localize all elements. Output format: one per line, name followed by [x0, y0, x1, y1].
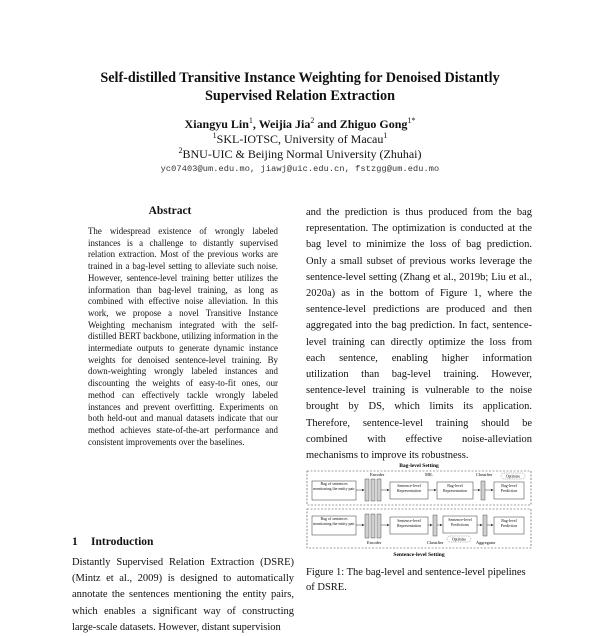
bottom-pipeline	[312, 514, 524, 545]
introduction-body	[72, 555, 294, 636]
bottom-bag-pred-wrap	[494, 519, 524, 534]
author-name: Weijia Jia	[258, 117, 311, 131]
figure-bottom-label: Sentence-level Setting	[393, 552, 445, 558]
figure-1-pipeline-diagram	[306, 460, 532, 560]
top-bag-repr-wrap	[437, 484, 473, 499]
abstract-body	[88, 226, 278, 448]
section-heading-introduction	[72, 536, 153, 548]
section-number: 1	[72, 536, 78, 548]
top-pipeline	[312, 472, 525, 501]
top-encoder-label: Encoder	[370, 472, 385, 477]
bottom-bag-pred-text: Bag-level Prediction	[500, 519, 518, 528]
author-name: Zhiguo Gong	[339, 117, 408, 131]
top-sent-repr-wrap	[390, 484, 428, 499]
bottom-sent-pred-wrap	[443, 518, 477, 533]
top-input-wrap	[312, 482, 356, 500]
bottom-encoder-bars	[365, 514, 381, 538]
bottom-sent-repr-wrap	[390, 519, 428, 534]
top-sent-repr-text: Sentence-level Representation	[397, 484, 421, 493]
title-line-1: Self-distilled Transitive Instance Weighting for Denoised Distantly	[100, 70, 500, 86]
top-bag-pred-wrap	[494, 484, 524, 499]
bottom-optimize-label: Optimize	[451, 537, 467, 542]
bottom-encoder-label: Encoder	[367, 540, 382, 545]
affiliation-2	[0, 147, 600, 162]
encoder-bar	[365, 479, 369, 501]
encoder-bar	[371, 514, 375, 538]
affiliation-sup: 2	[178, 146, 183, 155]
bottom-classifier-label: Classifier	[427, 540, 444, 545]
affiliation-text: BNU-UIC & Beijing Normal University (Zhuhai)	[182, 147, 422, 161]
author-separator: ,	[252, 117, 259, 131]
figure-1-caption: Figure 1: The bag-level and sentence-level pipelines of DSRE.	[306, 567, 526, 593]
author-separator: and	[314, 117, 340, 131]
figure-top-label: Bag-level Setting	[399, 463, 439, 469]
affiliation-sup: 1	[212, 131, 217, 140]
affiliation-sup-after: 1	[383, 131, 388, 140]
bottom-sent-pred-text: Sentence-level Predictions	[448, 518, 472, 527]
bottom-input-wrap	[312, 517, 356, 535]
affiliation-1	[0, 132, 600, 147]
bottom-classifier-bar	[433, 515, 437, 536]
bottom-aggregator-label: Aggregator	[476, 540, 496, 545]
top-bag-pred-text: Bag-level Prediction	[500, 484, 518, 493]
title-line-2: Supervised Relation Extraction	[205, 88, 395, 104]
encoder-bar	[377, 514, 381, 538]
abstract-text: The widespread existence of wrongly labeled instances is a challenge to distantly supervised relation extraction. Most of the previous works are trained in a bag-level setting to alleviate such noise. However, sentence-level training better utilizes the information than bag-level training, as long as combined with effective noise alleviation. In this work, we propose a novel Transitive Instance Weighting mechanism integrated with the self-distilled BERT backbone, utilizing information in the intermediate outputs to generate dynamic instance weights for denoised sentence-level training. By down-weighting wrongly labeled instances and discounting the weights of easy-to-fit ones, our method can effectively tackle wrongly labeled instances and prevent overfitting. Experiments on both held-out and manual datasets indicate that our method achieves state-of-the-art performance and consistent improvements over the baselines.	[88, 226, 278, 447]
author-sup: 1*	[407, 116, 416, 125]
author-sup: 2	[310, 116, 315, 125]
introduction-text: Distantly Supervised Relation Extraction (DSRE) (Mintz et al., 2009) is designed to automatically annotate the sentences mentioning the entity pairs, which enables a significant way of constructing large-scale datasets. However, distant supervision	[72, 557, 294, 633]
top-optimize-label: Optimize	[505, 474, 521, 479]
author-list	[0, 117, 600, 132]
top-mil-label: MIL	[425, 472, 433, 477]
top-classifier-label: Classifier	[476, 472, 493, 477]
author-sup: 1	[248, 116, 253, 125]
abstract-heading: Abstract	[148, 205, 192, 217]
right-column-text: and the prediction is thus produced from the bag representation. The optimization is conducted at the bag level to minimize the loss of bag prediction. Only a small subset of previous works leverage the sentence-level setting (Zhang et al., 2019b; Liu et al., 2020a) as in the bottom of Figure 1, where the sentence-level predictions are produced and then aggregated into the bag prediction. In fact, sentence-level training can directly optimize the loss from each sentence, enabling higher information utilization than bag-level training. However, sentence-level training is vulnerable to the noise brought by DS, which limits its application. Therefore, sentence-level training should be combined with effective noise-alleviation mechanisms to improve its robustness.	[306, 207, 532, 462]
encoder-bar	[365, 514, 369, 538]
top-bag-repr-text: Bag-level Representation	[443, 484, 467, 493]
bottom-aggregator-bar	[483, 515, 487, 536]
paper-title	[40, 69, 560, 105]
top-encoder-bars	[365, 479, 381, 501]
bottom-input-text: Bag of sentences mentioning the entity pair	[313, 517, 355, 526]
encoder-bar	[371, 479, 375, 501]
author-emails: yc07403@um.edu.mo, jiawj@uic.edu.cn, fstzgg@um.edu.mo	[160, 164, 440, 174]
bottom-sent-repr-text: Sentence-level Representation	[397, 519, 421, 528]
section-title: Introduction	[91, 536, 154, 548]
affiliation-text: SKL-IOTSC, University of Macau	[216, 132, 384, 146]
top-input-text: Bag of sentences mentioning the entity pair	[313, 482, 355, 491]
encoder-bar	[377, 479, 381, 501]
right-column-body	[306, 205, 532, 464]
author-name: Xiangyu Lin	[184, 117, 249, 131]
top-classifier-bar	[481, 481, 485, 500]
